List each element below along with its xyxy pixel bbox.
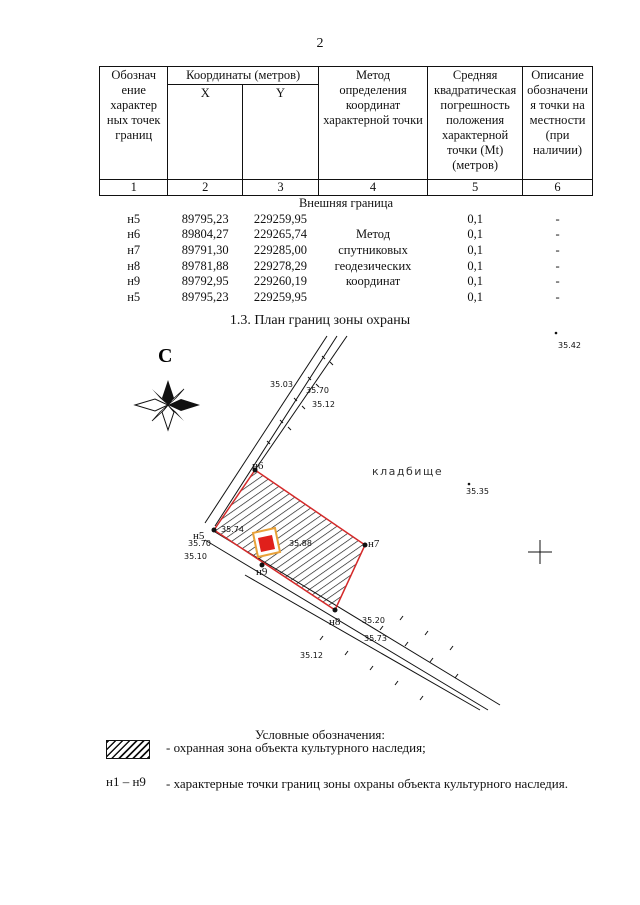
col-number: 1: [100, 180, 168, 196]
legend-points-text: - характерные точки границ зоны охраны объекта культурного наследия.: [166, 776, 568, 791]
legend-hatch-text: - охранная зона объекта культурного наследия;: [166, 740, 426, 755]
cell-method: координат: [345, 274, 401, 289]
cell-method: [318, 290, 427, 306]
table-row: [100, 258, 593, 274]
elevation-label: 35.73: [364, 634, 387, 643]
elevation-label: 35.10: [184, 552, 207, 561]
cell-y: 229260,19: [253, 274, 308, 289]
page-number: 2: [316, 36, 324, 51]
elevation-label: 35.42: [558, 341, 581, 350]
protection-zone-plan: [0, 330, 640, 720]
cell-description: -: [555, 274, 560, 289]
cell-method: [318, 212, 427, 228]
table-row: [100, 227, 593, 243]
header-point-designation: Обознач ение характер ных точек границ: [100, 67, 168, 180]
column-number-row: [100, 180, 593, 196]
elevation-label: 35.88: [289, 539, 312, 548]
cell-y: 229285,00: [253, 243, 308, 258]
cell-point: н7: [127, 243, 141, 258]
cell-description: -: [555, 289, 560, 304]
cell-point: н5: [127, 289, 141, 304]
cell-error: 0,1: [467, 289, 483, 304]
cell-method: геодезических: [334, 258, 412, 273]
cell-error: 0,1: [467, 243, 483, 258]
cell-point: н6: [127, 227, 141, 242]
table-row: [100, 243, 593, 259]
cell-y: 229278,29: [253, 258, 308, 273]
col-number: 5: [428, 180, 523, 196]
col-number: 3: [243, 180, 319, 196]
cell-x: 89791,30: [181, 243, 229, 258]
cell-error: 0,1: [467, 274, 483, 289]
legend-points-symbol: н1 – н9: [106, 774, 146, 789]
header-x: X: [168, 85, 243, 180]
section-title: Внешняя граница: [298, 196, 394, 211]
header-method: Метод определения координат характерной точки: [318, 67, 427, 180]
cell-point: н9: [127, 274, 141, 289]
elevation-label: 35.74: [221, 525, 244, 534]
point-label: н6: [252, 460, 264, 472]
cell-x: 89795,23: [181, 289, 229, 304]
cell-x: 89792,95: [181, 274, 229, 289]
cell-y: 229259,95: [253, 289, 308, 304]
legend-title: Условные обозначения:: [254, 727, 386, 742]
header-coordinates: Координаты (метров): [168, 67, 318, 85]
area-label: кладбище: [372, 465, 444, 478]
north-label: С: [158, 345, 173, 367]
header-error: Средняя квадратическая погрешность положения характерной точки (Мt) (метров): [428, 67, 523, 180]
hatch-swatch: [106, 740, 150, 759]
cell-method: Метод: [356, 227, 391, 242]
cell-x: 89795,23: [181, 211, 229, 226]
cell-point: н8: [127, 258, 141, 273]
coordinates-table: [99, 66, 593, 305]
point-label: н9: [256, 566, 268, 578]
cell-x: 89781,88: [181, 258, 229, 273]
col-number: 2: [168, 180, 243, 196]
table-row: [100, 274, 593, 290]
point-label: н8: [329, 616, 341, 628]
col-number: 6: [523, 180, 593, 196]
point-label: н5: [193, 530, 205, 542]
table-row: [100, 290, 593, 306]
cell-description: -: [555, 211, 560, 226]
elevation-label: 35.70: [188, 539, 211, 548]
cell-description: -: [555, 227, 560, 242]
header-description: Описание обозначени я точки на местности (при наличии): [523, 67, 593, 180]
header-y: Y: [243, 85, 319, 180]
cell-error: 0,1: [467, 227, 483, 242]
cell-y: 229265,74: [253, 227, 308, 242]
elevation-label: 35.03: [270, 380, 293, 389]
point-label: н7: [368, 538, 380, 550]
elevation-label: 35.35: [466, 487, 489, 496]
cell-description: -: [555, 258, 560, 273]
elevation-label: 35.70: [306, 386, 329, 395]
cell-x: 89804,27: [181, 227, 229, 242]
elevation-label: 35.12: [300, 651, 323, 660]
table-row: [100, 212, 593, 228]
plan-title: 1.3. План границ зоны охраны: [229, 313, 411, 328]
cell-y: 229259,95: [253, 211, 308, 226]
col-number: 4: [318, 180, 427, 196]
cell-error: 0,1: [467, 211, 483, 226]
crosshair-icon: [528, 540, 552, 564]
cell-description: -: [555, 243, 560, 258]
elevation-label: 35.20: [362, 616, 385, 625]
elevation-label: 35.12: [312, 400, 335, 409]
compass-rose-icon: [135, 380, 200, 430]
cell-method: спутниковых: [338, 243, 408, 258]
cell-point: н5: [127, 211, 141, 226]
heritage-building: [253, 528, 280, 557]
cell-error: 0,1: [467, 258, 483, 273]
